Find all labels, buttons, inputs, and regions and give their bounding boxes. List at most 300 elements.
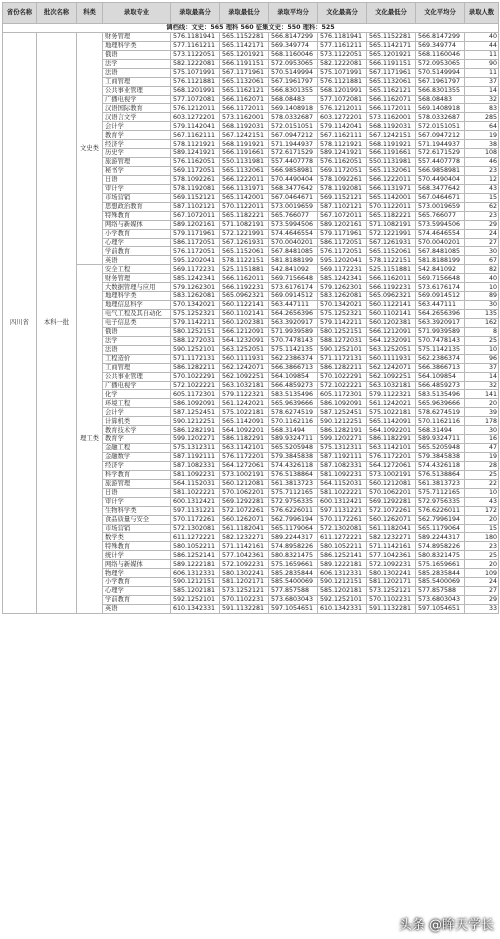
score-cell: 575.1022181 (220, 408, 269, 417)
score-cell: 567.0947212 (269, 131, 318, 140)
score-cell: 569.7156648 (416, 274, 465, 283)
score-cell: 590.1252101 (171, 345, 220, 354)
score-cell: 561.1182041 (367, 524, 416, 533)
score-cell: 575.1142135 (269, 345, 318, 354)
count-cell: 108 (465, 149, 499, 158)
score-cell: 566.1192231 (220, 283, 269, 292)
score-cell: 560.1212081 (220, 479, 269, 488)
major-cell: 小学教育 (103, 578, 171, 587)
score-cell: 566.1191151 (220, 59, 269, 68)
score-cell: 567.1072011 (171, 211, 220, 220)
score-cell: 565.1179064 (416, 524, 465, 533)
score-cell: 576.1172051 (171, 247, 220, 256)
category-cell: 文史类 (77, 32, 103, 264)
major-cell: 法学 (103, 59, 171, 68)
score-cell: 575.1142135 (416, 345, 465, 354)
score-cell: 581.1092231 (318, 470, 367, 479)
score-cell: 561.1242021 (220, 399, 269, 408)
count-cell: 25 (465, 336, 499, 345)
score-cell: 585.1202181 (171, 587, 220, 596)
score-cell: 580.1302241 (367, 569, 416, 578)
score-cell: 581.8188199 (269, 256, 318, 265)
score-cell: 560.1122141 (220, 301, 269, 310)
score-cell: 570.0040201 (416, 238, 465, 247)
score-cell: 566.1162011 (367, 274, 416, 283)
score-cell: 605.1172301 (318, 390, 367, 399)
count-cell: 83 (465, 104, 499, 113)
major-cell: 电气工程及其自动化 (103, 310, 171, 319)
count-cell: 180 (465, 533, 499, 542)
score-cell: 565.1132061 (367, 167, 416, 176)
score-cell: 565.5205948 (416, 444, 465, 453)
score-cell: 581.1202171 (367, 578, 416, 587)
score-cell: 565.1132061 (220, 167, 269, 176)
column-header: 文化平均分 (416, 3, 465, 24)
major-cell: 工商管理 (103, 77, 171, 86)
score-cell: 572.1022221 (318, 381, 367, 390)
score-cell: 595.1202041 (318, 256, 367, 265)
score-cell: 567.8481085 (269, 247, 318, 256)
score-cell: 569.1408918 (416, 104, 465, 113)
count-cell: 43 (465, 184, 499, 193)
score-cell: 589.1241921 (318, 149, 367, 158)
score-cell: 569.349774 (269, 41, 318, 50)
score-cell: 592.1252101 (171, 596, 220, 605)
score-cell: 587.1252451 (171, 408, 220, 417)
major-cell: 财务管理 (103, 274, 171, 283)
count-cell: 40 (465, 274, 499, 283)
score-cell: 578.1121921 (318, 140, 367, 149)
score-cell: 566.1222011 (367, 175, 416, 184)
score-cell: 576.1212011 (318, 104, 367, 113)
score-cell: 568.31494 (416, 426, 465, 435)
score-cell: 589.9324711 (269, 435, 318, 444)
score-cell: 570.1162116 (416, 417, 465, 426)
score-cell: 567.1242151 (220, 131, 269, 140)
score-cell: 566.8147299 (416, 32, 465, 41)
major-cell: 电子信息类 (103, 318, 171, 327)
count-cell: 141 (465, 390, 499, 399)
score-cell: 566.1162071 (220, 95, 269, 104)
score-cell: 573.1252121 (220, 587, 269, 596)
score-cell: 570.5149994 (416, 68, 465, 77)
score-cell: 568.1160046 (416, 50, 465, 59)
score-cell: 572.1221991 (220, 229, 269, 238)
score-cell: 577.1042361 (220, 551, 269, 560)
count-cell: 20 (465, 515, 499, 524)
score-cell: 560.1202381 (367, 318, 416, 327)
major-cell: 化学 (103, 390, 171, 399)
score-cell: 562.2386374 (269, 354, 318, 363)
score-cell: 567.1162111 (318, 131, 367, 140)
count-cell: 16 (465, 435, 499, 444)
score-cell: 571.1082191 (220, 220, 269, 229)
score-cell: 585.5400069 (269, 578, 318, 587)
count-cell: 30 (465, 247, 499, 256)
score-cell: 567.1162111 (171, 131, 220, 140)
score-cell: 570.7478143 (269, 336, 318, 345)
score-cell: 586.1182291 (367, 435, 416, 444)
score-cell: 566.3866713 (269, 363, 318, 372)
score-cell: 567.1171961 (220, 68, 269, 77)
score-cell: 567.1961797 (269, 77, 318, 86)
score-cell: 566.1131971 (220, 184, 269, 193)
count-cell: 27 (465, 238, 499, 247)
major-cell: 经济学 (103, 461, 171, 470)
score-cell: 592.1252101 (318, 596, 367, 605)
score-cell: 542.841092 (269, 265, 318, 274)
major-cell: 俄语 (103, 327, 171, 336)
score-cell: 590.1212251 (171, 417, 220, 426)
column-header: 批次名称 (37, 3, 77, 24)
score-cell: 569.349774 (416, 41, 465, 50)
major-cell: 思想政治教育 (103, 202, 171, 211)
score-cell: 580.1252151 (318, 327, 367, 336)
score-cell: 565.766077 (269, 211, 318, 220)
score-cell: 525.1151881 (367, 265, 416, 274)
major-cell: 工程造价 (103, 354, 171, 363)
score-cell: 563.1252051 (367, 345, 416, 354)
score-cell: 567.0464671 (416, 193, 465, 202)
score-cell: 566.1191151 (367, 59, 416, 68)
score-cell: 573.0019659 (269, 202, 318, 211)
major-cell: 网络与新媒体 (103, 220, 171, 229)
score-cell: 587.1102121 (318, 202, 367, 211)
score-cell: 571.1082191 (367, 220, 416, 229)
score-cell: 569.1292281 (220, 497, 269, 506)
score-cell: 563.1032181 (220, 381, 269, 390)
score-cell: 580.1052211 (318, 542, 367, 551)
table-row (3, 32, 499, 41)
score-cell: 573.5994506 (416, 220, 465, 229)
score-cell: 587.1082331 (171, 461, 220, 470)
score-cell: 574.4646554 (269, 229, 318, 238)
count-cell: 29 (465, 596, 499, 605)
score-cell: 567.1072011 (318, 211, 367, 220)
score-cell: 570.1102231 (220, 596, 269, 605)
score-cell: 572.9756335 (416, 497, 465, 506)
score-cell: 577.1072081 (318, 95, 367, 104)
score-cell: 567.1261931 (367, 238, 416, 247)
major-cell: 市场营销 (103, 524, 171, 533)
count-cell: 14 (465, 372, 499, 381)
score-cell: 573.1162001 (367, 113, 416, 122)
major-cell: 食品质量与安全 (103, 515, 171, 524)
score-cell: 566.1162011 (220, 274, 269, 283)
province-cell: 四川省 (3, 32, 37, 613)
score-cell: 572.6171529 (416, 149, 465, 158)
score-cell: 582.1232271 (367, 533, 416, 542)
score-cell: 568.31494 (269, 426, 318, 435)
score-cell: 564.1092201 (367, 426, 416, 435)
score-cell: 561.1182041 (220, 524, 269, 533)
score-cell: 542.841092 (416, 265, 465, 274)
score-cell: 611.1272221 (318, 533, 367, 542)
score-cell: 564.109854 (416, 372, 465, 381)
score-cell: 560.1102141 (367, 310, 416, 319)
column-header: 录取平均分 (269, 3, 318, 24)
column-header: 科类 (77, 3, 103, 24)
count-cell: 44 (465, 41, 499, 50)
count-cell: 62 (465, 202, 499, 211)
major-cell: 特殊教育 (103, 542, 171, 551)
score-cell: 587.1252451 (318, 408, 367, 417)
count-cell: 12 (465, 175, 499, 184)
column-header: 录取专业 (103, 3, 171, 24)
count-cell: 32 (465, 381, 499, 390)
column-header: 文化最低分 (367, 3, 416, 24)
score-cell: 569.1172231 (171, 265, 220, 274)
score-cell: 570.0040201 (269, 238, 318, 247)
score-cell: 578.0332687 (269, 113, 318, 122)
score-cell: 590.1212151 (171, 578, 220, 587)
score-cell: 560.1111931 (367, 354, 416, 363)
admission-table-container (2, 2, 498, 614)
score-cell: 586.1172051 (318, 238, 367, 247)
admission-score-table (2, 2, 499, 614)
score-cell: 572.1072261 (367, 506, 416, 515)
score-cell: 581.1092231 (171, 470, 220, 479)
major-cell: 安全工程 (103, 265, 171, 274)
major-cell: 汉语国际教育 (103, 104, 171, 113)
score-cell: 568.1160046 (269, 50, 318, 59)
score-cell: 573.6176174 (269, 283, 318, 292)
score-cell: 597.1131221 (318, 506, 367, 515)
major-cell: 英语 (103, 604, 171, 613)
score-cell: 590.1252101 (318, 345, 367, 354)
score-cell: 572.0151051 (416, 122, 465, 131)
score-cell: 611.1272221 (171, 533, 220, 542)
score-cell: 569.1152121 (171, 193, 220, 202)
score-cell: 569.1172051 (318, 167, 367, 176)
score-cell: 610.1342331 (171, 604, 220, 613)
score-cell: 589.1222181 (318, 560, 367, 569)
score-cell: 582.1232271 (220, 533, 269, 542)
score-cell: 566.1162071 (367, 95, 416, 104)
major-cell: 俄语 (103, 50, 171, 59)
score-cell: 563.1032181 (367, 381, 416, 390)
score-cell: 557.4407778 (416, 158, 465, 167)
column-header: 文化最高分 (318, 3, 367, 24)
count-cell: 15 (465, 193, 499, 202)
score-cell: 560.1122141 (367, 301, 416, 310)
score-cell: 572.9756335 (269, 497, 318, 506)
score-cell: 580.1252151 (171, 327, 220, 336)
score-cell: 564.2656396 (416, 310, 465, 319)
score-cell: 579.1142211 (171, 318, 220, 327)
score-cell: 567.1961797 (416, 77, 465, 86)
count-cell: 10 (465, 283, 499, 292)
score-cell: 566.1212091 (220, 327, 269, 336)
major-cell: 小学教育 (103, 229, 171, 238)
score-cell: 566.8301355 (269, 86, 318, 95)
score-cell: 583.5135496 (269, 390, 318, 399)
score-cell: 575.1071991 (318, 68, 367, 77)
score-cell: 564.1232091 (220, 336, 269, 345)
score-cell: 564.1152031 (171, 479, 220, 488)
major-cell: 审计学 (103, 184, 171, 193)
major-cell: 市场营销 (103, 193, 171, 202)
score-cell: 579.1142041 (171, 122, 220, 131)
score-cell: 560.1102141 (220, 310, 269, 319)
score-cell: 583.1262081 (318, 292, 367, 301)
score-cell: 560.1262071 (220, 515, 269, 524)
score-cell: 580.1302241 (220, 569, 269, 578)
score-cell: 562.1242071 (367, 363, 416, 372)
score-cell: 583.1262081 (171, 292, 220, 301)
score-cell: 565.766077 (416, 211, 465, 220)
score-cell: 578.1122151 (367, 256, 416, 265)
score-cell: 572.0953065 (416, 59, 465, 68)
score-cell: 575.1659661 (416, 560, 465, 569)
score-cell: 572.0151051 (269, 122, 318, 131)
score-cell: 570.7478143 (416, 336, 465, 345)
count-cell: 43 (465, 497, 499, 506)
count-cell: 29 (465, 220, 499, 229)
score-cell: 565.9639666 (416, 399, 465, 408)
major-cell: 历史学 (103, 149, 171, 158)
score-cell: 591.1132281 (220, 604, 269, 613)
score-cell: 566.1172011 (367, 104, 416, 113)
count-cell: 178 (465, 417, 499, 426)
major-cell: 大数据管理与应用 (103, 283, 171, 292)
score-cell: 605.1172301 (171, 390, 220, 399)
score-cell: 567.8481085 (416, 247, 465, 256)
score-cell: 568.3477642 (269, 184, 318, 193)
score-cell: 573.1252121 (367, 587, 416, 596)
score-cell: 564.2656396 (269, 310, 318, 319)
score-cell: 578.6274519 (269, 408, 318, 417)
score-cell: 586.1252141 (318, 551, 367, 560)
major-cell: 数学类 (103, 533, 171, 542)
score-cell: 590.1212251 (318, 417, 367, 426)
score-cell: 576.1172051 (318, 247, 367, 256)
score-cell: 579.3845838 (416, 453, 465, 462)
major-cell: 计算机类 (103, 417, 171, 426)
count-cell: 38 (465, 140, 499, 149)
score-cell: 570.5149994 (269, 68, 318, 77)
count-cell: 40 (465, 32, 499, 41)
score-cell: 579.1122321 (367, 390, 416, 399)
score-cell: 577.1161211 (318, 41, 367, 50)
major-cell: 心理学 (103, 238, 171, 247)
score-cell: 573.1002191 (220, 470, 269, 479)
score-cell: 568.1192031 (220, 122, 269, 131)
score-cell: 562.1092251 (220, 372, 269, 381)
score-cell: 565.1162121 (220, 86, 269, 95)
score-cell: 573.6176174 (416, 283, 465, 292)
score-cell: 572.1092231 (367, 560, 416, 569)
score-cell: 569.1172051 (171, 167, 220, 176)
count-cell: 23 (465, 542, 499, 551)
count-cell: 30 (465, 426, 499, 435)
score-cell: 570.1022291 (318, 372, 367, 381)
score-cell: 570.1062201 (367, 488, 416, 497)
score-cell: 579.1171961 (171, 229, 220, 238)
score-cell: 570.1172261 (318, 515, 367, 524)
major-cell: 工商管理 (103, 363, 171, 372)
count-cell: 89 (465, 292, 499, 301)
score-cell: 588.1272031 (171, 336, 220, 345)
column-header: 省份名称 (3, 3, 37, 24)
score-cell: 574.4646554 (416, 229, 465, 238)
score-cell: 572.1302081 (318, 524, 367, 533)
score-cell: 564.1272061 (220, 461, 269, 470)
score-cell: 572.1302081 (171, 524, 220, 533)
count-cell: 64 (465, 122, 499, 131)
score-cell: 570.4490404 (269, 175, 318, 184)
count-cell: 25 (465, 470, 499, 479)
count-cell: 24 (465, 578, 499, 587)
score-cell: 578.0332687 (416, 113, 465, 122)
count-cell: 10 (465, 488, 499, 497)
count-cell: 8 (465, 327, 499, 336)
count-cell: 33 (465, 604, 499, 613)
score-cell: 576.1121881 (171, 77, 220, 86)
score-cell: 565.1179064 (269, 524, 318, 533)
score-cell: 585.1202181 (318, 587, 367, 596)
score-cell: 586.1282191 (318, 426, 367, 435)
count-cell: 285 (465, 113, 499, 122)
score-cell: 566.1131971 (367, 184, 416, 193)
score-cell: 561.3813723 (416, 479, 465, 488)
count-cell: 20 (465, 560, 499, 569)
score-cell: 599.1202271 (171, 435, 220, 444)
score-cell: 586.1182291 (220, 435, 269, 444)
score-cell: 570.1022291 (171, 372, 220, 381)
score-cell: 568.1191921 (367, 140, 416, 149)
major-cell: 审计学 (103, 497, 171, 506)
score-cell: 563.1252051 (220, 345, 269, 354)
count-cell: 67 (465, 256, 499, 265)
major-cell: 特殊教育 (103, 211, 171, 220)
score-cell: 574.4326118 (269, 461, 318, 470)
major-cell: 金融数学 (103, 453, 171, 462)
score-cell: 570.1342021 (171, 301, 220, 310)
score-cell: 588.1272031 (318, 336, 367, 345)
score-cell: 576.1162051 (171, 158, 220, 167)
score-cell: 571.1172131 (171, 354, 220, 363)
score-cell: 525.1151881 (220, 265, 269, 274)
score-cell: 587.1192111 (171, 453, 220, 462)
score-cell: 560.1202381 (220, 318, 269, 327)
score-cell: 597.1054651 (416, 604, 465, 613)
major-cell: 法语 (103, 68, 171, 77)
score-cell: 574.4326118 (416, 461, 465, 470)
score-cell: 585.1242341 (171, 274, 220, 283)
score-cell: 586.1282211 (318, 363, 367, 372)
score-cell: 578.1122151 (220, 256, 269, 265)
table-header-row (3, 3, 499, 24)
score-cell: 576.6226011 (269, 506, 318, 515)
score-cell: 575.1071991 (171, 68, 220, 77)
major-cell: 公共事业管理 (103, 86, 171, 95)
major-cell: 公共事业管理 (103, 372, 171, 381)
major-cell: 秘书学 (103, 167, 171, 176)
count-cell: 47 (465, 444, 499, 453)
score-cell: 568.08483 (269, 95, 318, 104)
major-cell: 地理科学类 (103, 41, 171, 50)
score-cell: 572.1092231 (220, 560, 269, 569)
score-cell: 573.1002191 (367, 470, 416, 479)
major-cell: 英语 (103, 256, 171, 265)
count-cell: 90 (465, 59, 499, 68)
cutoff-note: 调档线：文史：565 理科 560 征集文史：550 理科：525 (3, 24, 499, 33)
score-cell: 565.1132061 (220, 77, 269, 86)
score-cell: 586.1092091 (171, 399, 220, 408)
score-cell: 576.5138864 (416, 470, 465, 479)
count-cell: 28 (465, 461, 499, 470)
